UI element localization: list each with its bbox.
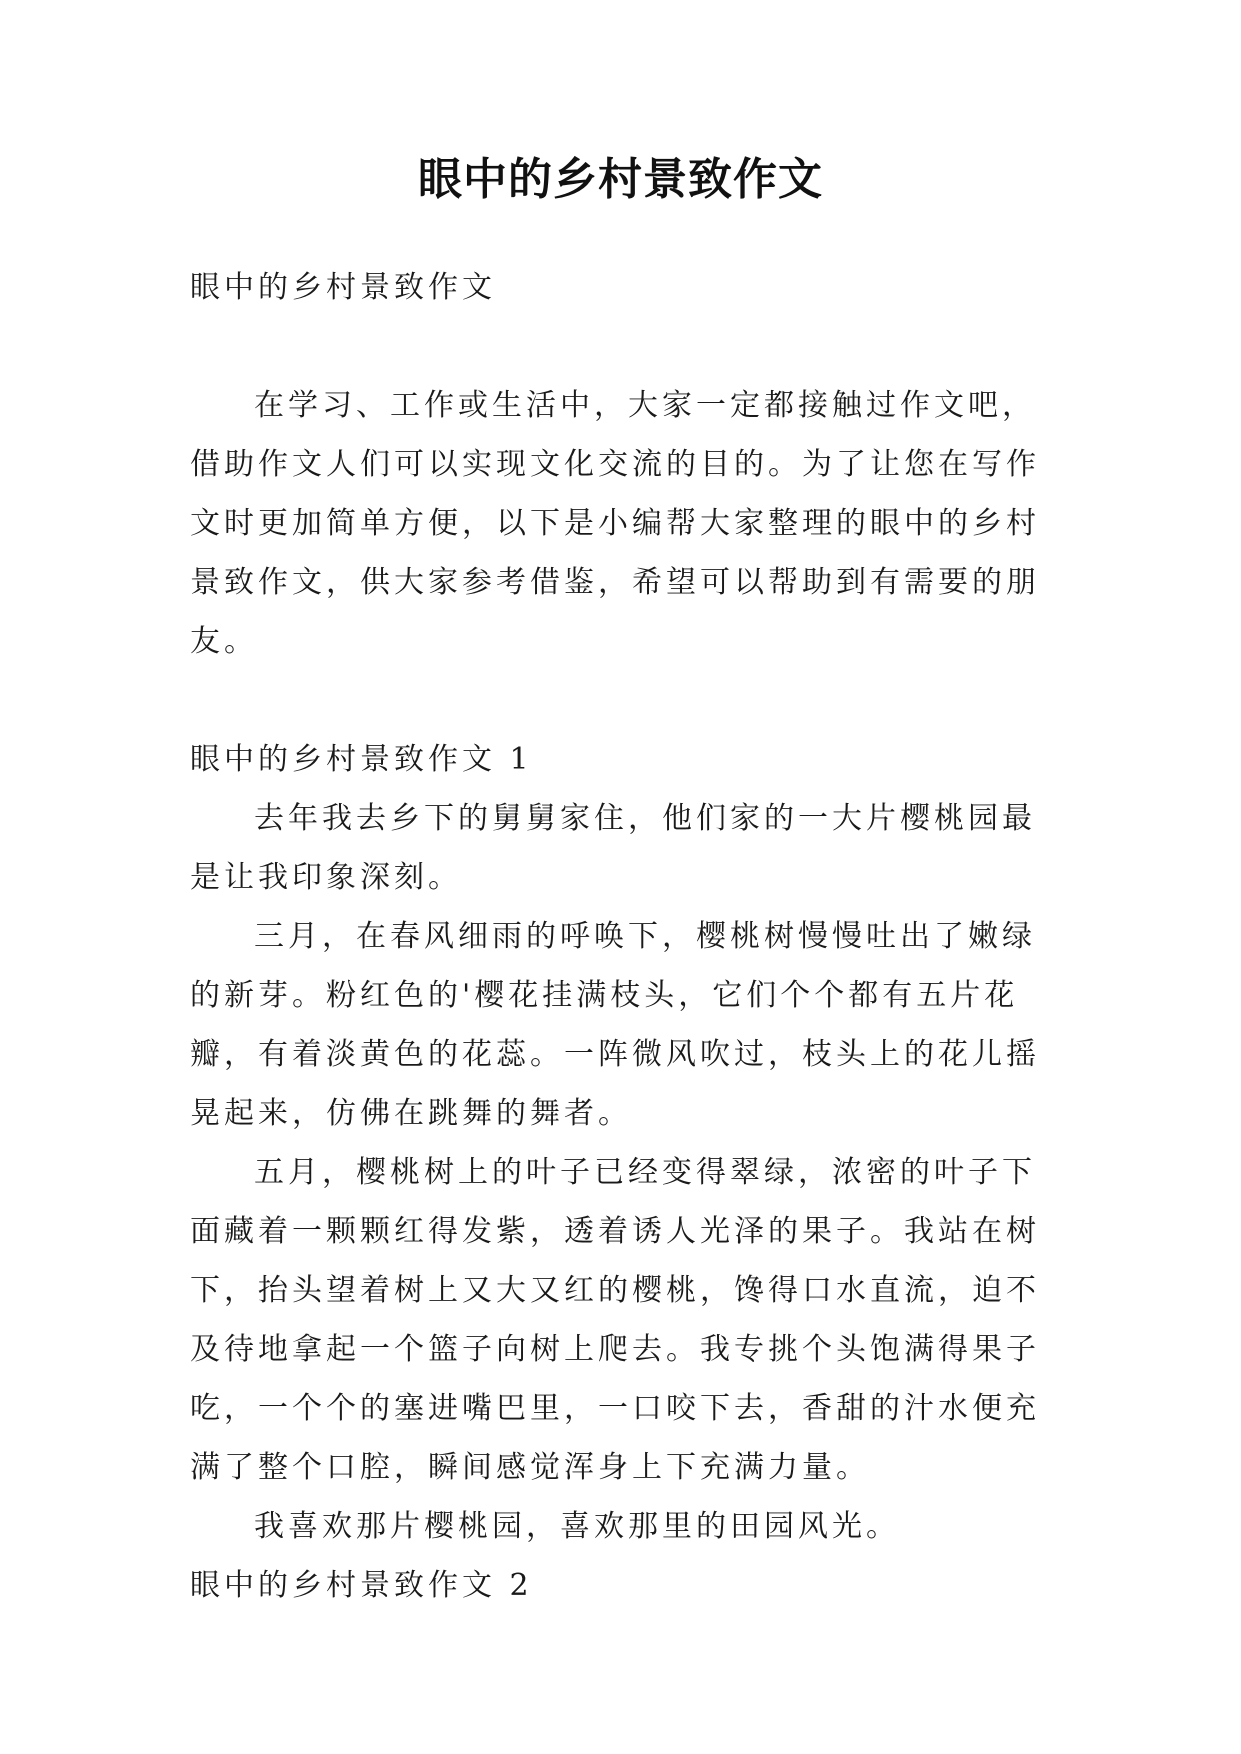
document-subtitle: 眼中的乡村景致作文: [190, 270, 496, 305]
document-title: 眼中的乡村景致作文: [418, 154, 823, 205]
section-heading-1: 眼中的乡村景致作文 1: [190, 742, 533, 777]
section1-paragraph-1: 去年我去乡下的舅舅家住，他们家的一大片樱桃园最是让我印象深刻。: [190, 801, 1036, 895]
section-heading-2: 眼中的乡村景致作文 2: [190, 1568, 533, 1603]
section1-paragraph-2: 三月，在春风细雨的呼唤下，樱桃树慢慢吐出了嫩绿的新芽。粉红色的'樱花挂满枝头，它们个个都有五片花瓣，有着淡黄色的花蕊。一阵微风吹过，枝头上的花儿摇晃起来，仿佛在跳舞的舞者。: [190, 919, 1040, 1131]
section1-paragraph-3: 五月，樱桃树上的叶子已经变得翠绿，浓密的叶子下面藏着一颗颗红得发紫，透着诱人光泽的果子。我站在树下，抬头望着树上又大又红的樱桃，馋得口水直流，迫不及待地拿起一个篮子向树上爬去。我专挑个头饱满得果子吃，一个个的塞进嘴巴里，一口咬下去，香甜的汁水便充满了整个口腔，瞬间感觉浑身上下充满力量。: [190, 1155, 1040, 1485]
document-body: [190, 258, 1060, 1615]
intro-paragraph: 在学习、工作或生活中，大家一定都接触过作文吧，借助作文人们可以实现文化交流的目的。为了让您在写作文时更加简单方便，以下是小编帮大家整理的眼中的乡村景致作文，供大家参考借鉴，希望可以帮助到有需要的朋友。: [190, 388, 1040, 659]
section1-paragraph-4: 我喜欢那片樱桃园，喜欢那里的田园风光。: [254, 1509, 900, 1544]
